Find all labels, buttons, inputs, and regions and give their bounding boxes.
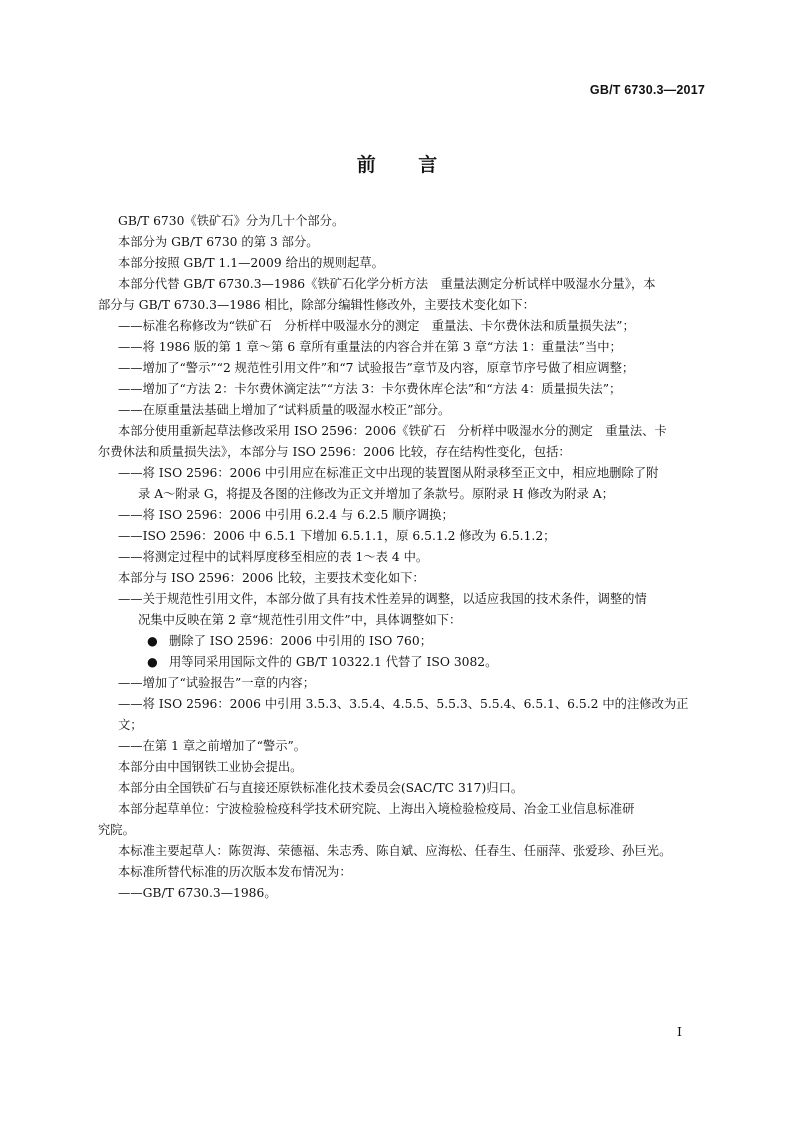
paragraph: 本部分为 GB/T 6730 的第 3 部分。 — [118, 235, 319, 249]
list-item-continuation: 录 A～附录 G，将提及各图的注修改为正文并增加了条款号。原附录 H 修改为附录 A； — [138, 487, 614, 501]
page-title: 前 言 — [356, 154, 438, 176]
bullet-icon: ● — [147, 655, 158, 669]
list-item-continuation: 况集中反映在第 2 章“规范性引用文件”中，具体调整如下： — [138, 613, 462, 627]
foreword-body — [98, 211, 708, 904]
paragraph: 本部分由中国钢铁工业协会提出。 — [118, 760, 303, 774]
page-number: I — [677, 1024, 682, 1039]
bullet-item — [118, 652, 708, 673]
paragraph: 本部分与 ISO 2596：2006 比较，主要技术变化如下： — [118, 571, 425, 585]
paragraph-continuation: 尔费休法和质量损失法》，本部分与 ISO 2596：2006 比较，存在结构性变化，包括： — [98, 445, 571, 459]
list-item: ——将 ISO 2596：2006 中引用 3.5.3、3.5.4、4.5.5、5.5.3、5.5.4、6.5.1、6.5.2 中的注修改为正文； — [118, 697, 689, 732]
list-item: ——在第 1 章之前增加了“警示”。 — [118, 739, 307, 753]
paragraph-continuation: 究院。 — [98, 823, 135, 837]
list-item: ——将 1986 版的第 1 章～第 6 章所有重量法的内容合并在第 3 章“方法 1：重量法”当中； — [118, 340, 622, 354]
paragraph-continuation: 部分与 GB/T 6730.3—1986 相比，除部分编辑性修改外，主要技术变化如下： — [98, 298, 535, 312]
paragraph: 本部分按照 GB/T 1.1—2009 给出的规则起草。 — [118, 256, 384, 270]
standard-code-header: GB/T 6730.3—2017 — [589, 83, 705, 97]
paragraph: 本部分起草单位：宁波检验检疫科学技术研究院、上海出入境检验检疫局、冶金工业信息标准研 — [118, 802, 635, 816]
paragraph: 本部分由全国铁矿石与直接还原铁标准化技术委员会(SAC/TC 317)归口。 — [118, 781, 524, 795]
paragraph: 本部分代替 GB/T 6730.3—1986《铁矿石化学分析方法 重量法测定分析试样中吸湿水分量》，本 — [118, 277, 656, 291]
list-item: ——将 ISO 2596：2006 中引用应在标准正文中出现的装置图从附录移至正文中，相应地删除了附 — [118, 466, 659, 480]
list-item: ——GB/T 6730.3—1986。 — [118, 886, 277, 900]
list-item: ——增加了“警示”“2 规范性引用文件”和“7 试验报告”章节及内容，原章节序号做了相应调整； — [118, 361, 635, 375]
list-item: ——ISO 2596：2006 中 6.5.1 下增加 6.5.1.1，原 6.5.1.2 修改为 6.5.1.2； — [118, 529, 556, 543]
list-item: ——增加了“方法 2：卡尔费休滴定法”“方法 3：卡尔费休库仑法”和“方法 4：质量损失法”； — [118, 382, 622, 396]
paragraph: GB/T 6730《铁矿石》分为几十个部分。 — [118, 214, 345, 228]
list-item: ——标准名称修改为“铁矿石 分析样中吸湿水分的测定 重量法、卡尔费休法和质量损失法”； — [118, 319, 635, 333]
bullet-icon: ● — [147, 634, 158, 648]
paragraph: 本标准所替代标准的历次版本发布情况为： — [118, 865, 352, 879]
list-item: ——增加了“试验报告”一章的内容； — [118, 676, 316, 690]
paragraph: 本标准主要起草人：陈贺海、荣德福、朱志秀、陈自斌、应海松、任春生、任丽萍、张爱珍、孙巨光。 — [118, 844, 672, 858]
list-item: ——关于规范性引用文件，本部分做了具有技术性差异的调整，以适应我国的技术条件，调整的情 — [118, 592, 647, 606]
bullet-text: 删除了 ISO 2596：2006 中引用的 ISO 760； — [169, 634, 433, 648]
list-item: ——将 ISO 2596：2006 中引用 6.2.4 与 6.2.5 顺序调换； — [118, 508, 454, 522]
list-item: ——将测定过程中的试料厚度移至相应的表 1～表 4 中。 — [118, 550, 429, 564]
paragraph: 本部分使用重新起草法修改采用 ISO 2596：2006《铁矿石 分析样中吸湿水分的测定 重量法、卡 — [118, 424, 667, 438]
bullet-item — [118, 631, 708, 652]
bullet-text: 用等同采用国际文件的 GB/T 10322.1 代替了 ISO 3082。 — [169, 655, 498, 669]
list-item: ——在原重量法基础上增加了“试料质量的吸湿水校正”部分。 — [118, 403, 451, 417]
